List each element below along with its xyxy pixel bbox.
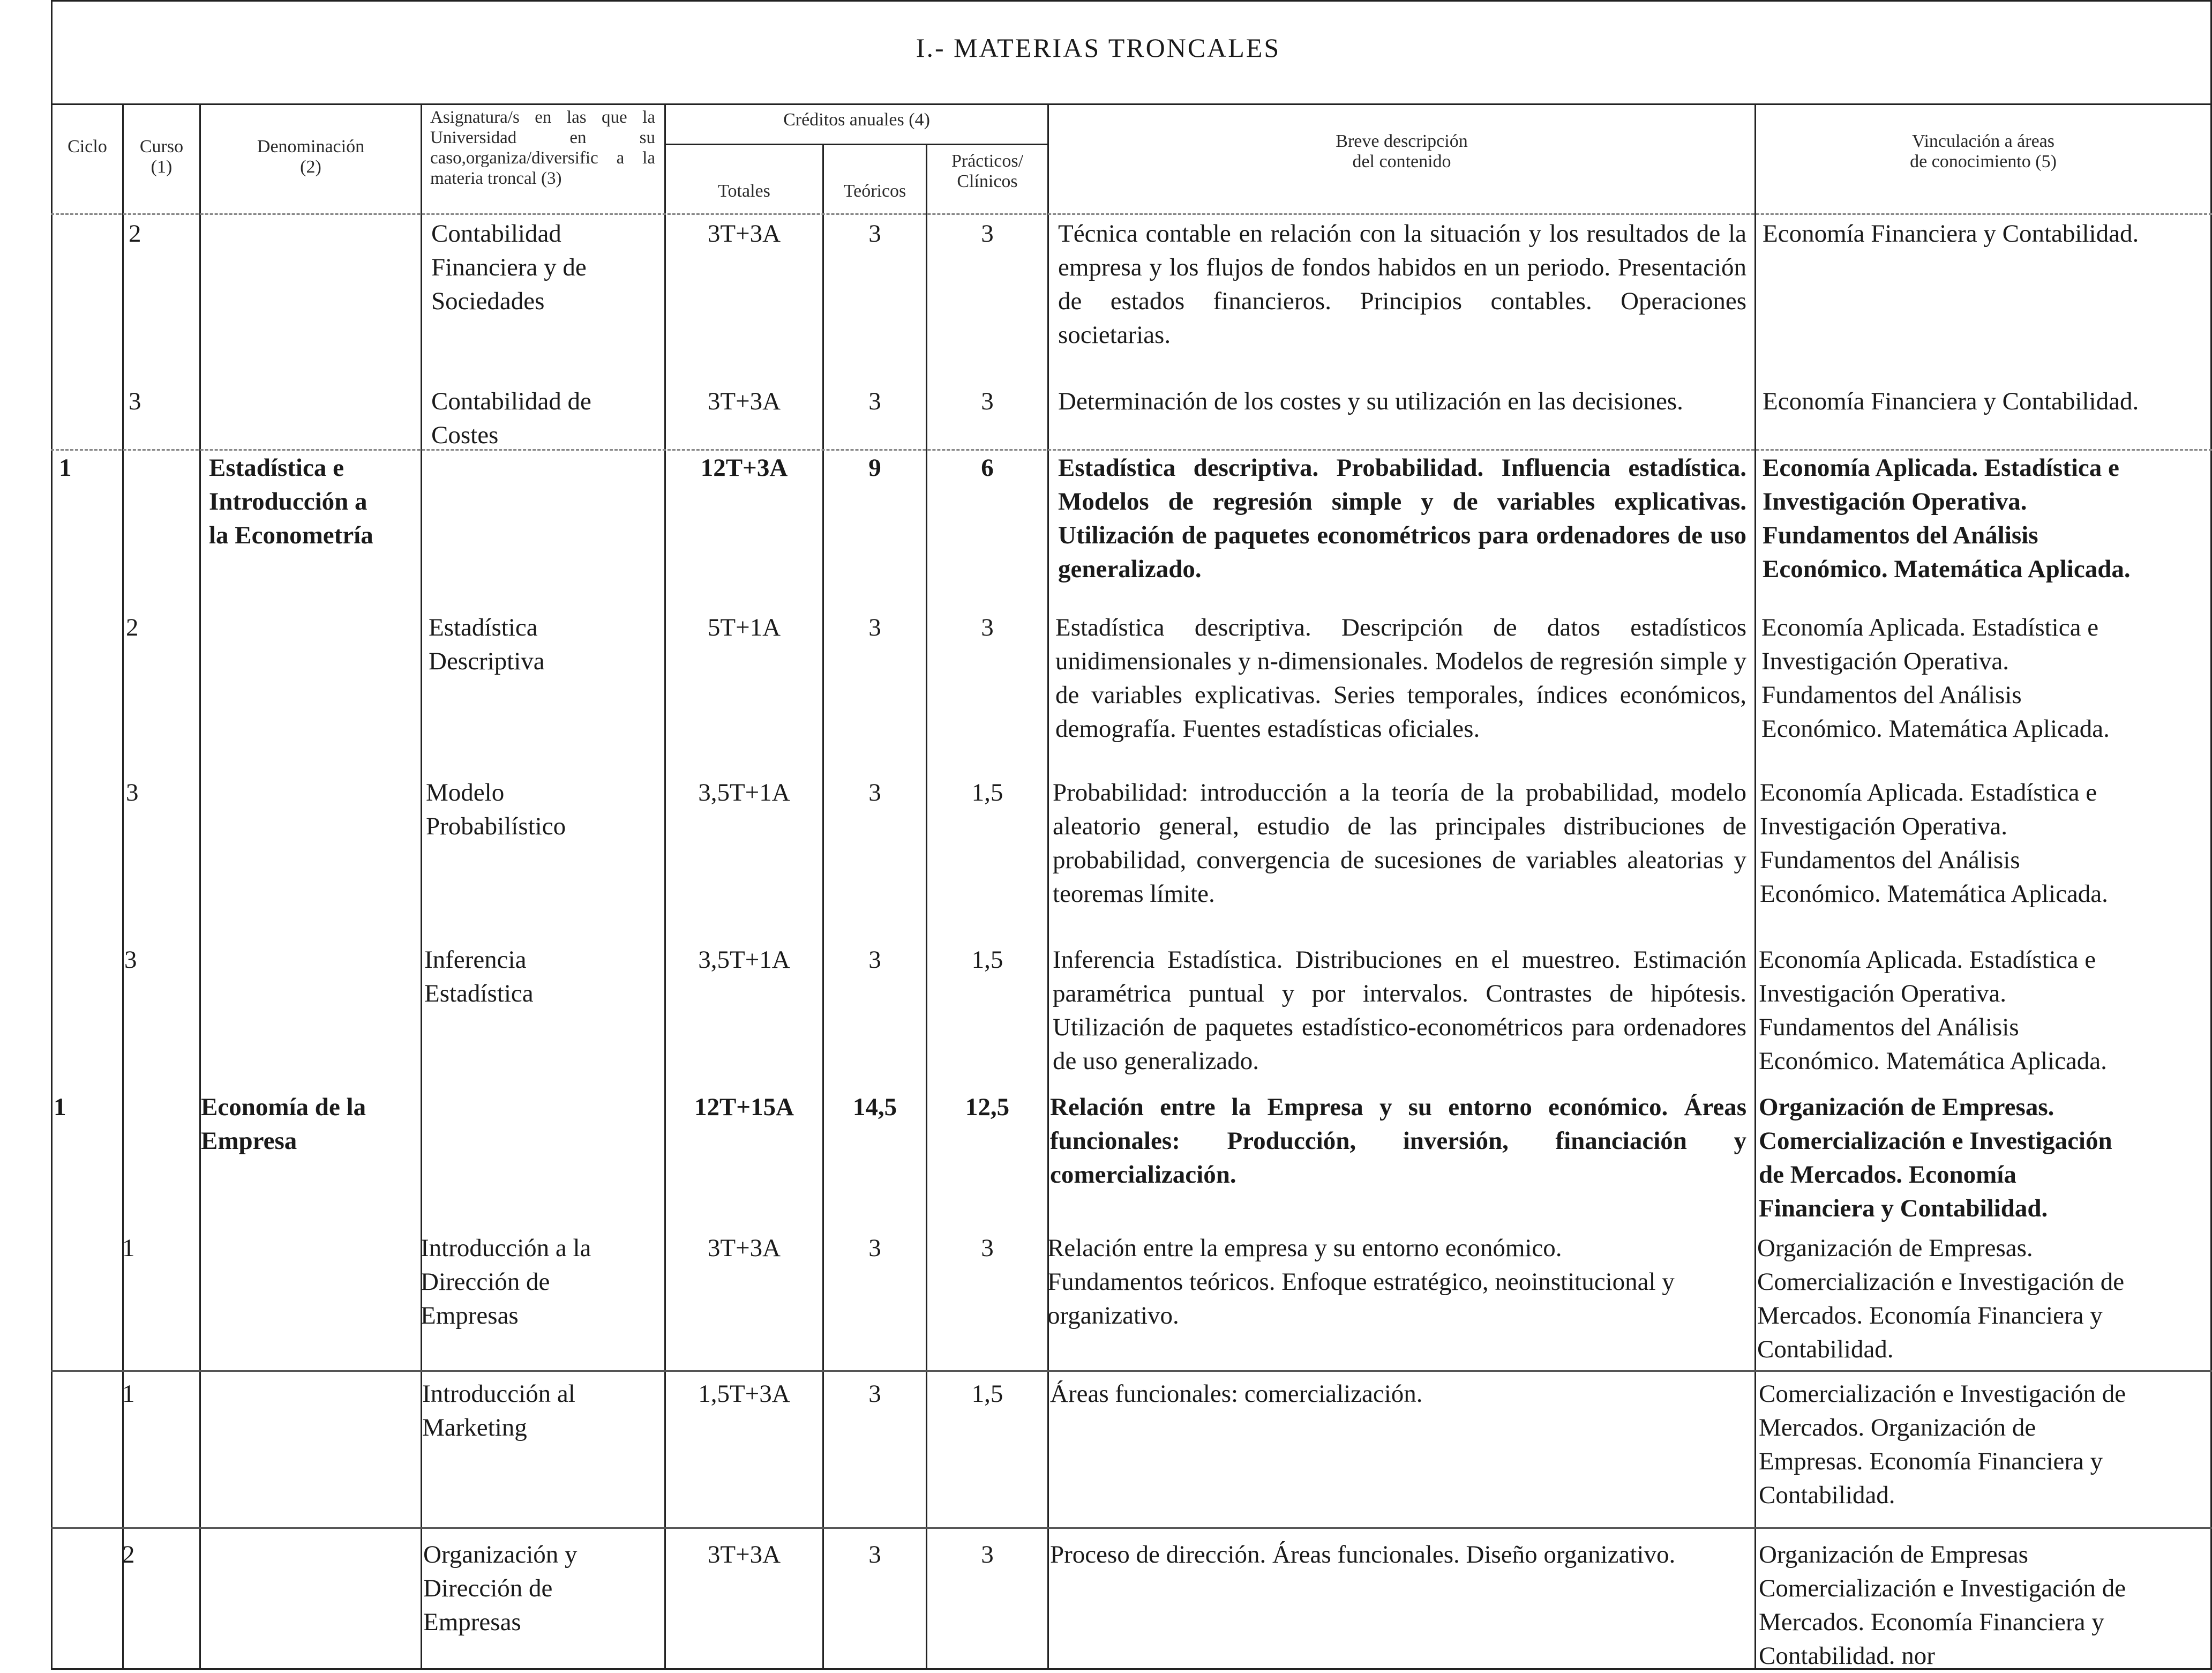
row-asignatura: Modelo Probabilístico <box>426 779 566 840</box>
header-totales: Totales <box>718 181 770 201</box>
row-vinculacion: Comercialización e Investigación de Mercados. Organización de Empresas. Economía Financiera y Contabilidad. <box>1759 1380 2126 1509</box>
title-separator <box>51 103 2212 105</box>
row-separator <box>51 1527 2212 1529</box>
row-descripcion: Áreas funcionales: comercialización. <box>1050 1380 1423 1408</box>
row-asignatura: Contabilidad de Costes <box>431 387 591 449</box>
row-vinculacion: Organización de Empresas Comercialización e Investigación de Mercados. Economía Financiera y Contabilidad. nor <box>1759 1541 2126 1670</box>
row-asignatura: Inferencia Estadística <box>424 946 534 1007</box>
left-border <box>51 0 53 1670</box>
row-practicos: 1,5 <box>971 1380 1003 1408</box>
row-teoricos: 3 <box>868 220 881 248</box>
top-border <box>51 0 2212 2</box>
row-curso: 1 <box>122 1234 135 1262</box>
row-vinculacion: Economía Aplicada. Estadística e Investigación Operativa. Fundamentos del Análisis Económico. Matemática Aplicada. <box>1763 454 2131 583</box>
header-asignatura: Asignatura/s en las que la Universidad en su caso,organiza/diversific a la materia troncal (3) <box>430 108 655 188</box>
row-teoricos: 3 <box>868 614 881 641</box>
header-denominacion: Denominación (2) <box>257 137 365 177</box>
row-vinculacion: Organización de Empresas. Comercialización e Investigación de Mercados. Economía Financiera y Contabilidad. <box>1757 1234 2125 1363</box>
credits-header-rule <box>664 144 1047 145</box>
row-totales: 5T+1A <box>707 614 781 641</box>
row-curso: 2 <box>126 614 139 641</box>
row-descripcion: Técnica contable en relación con la situación y los resultados de la empresa y los flujos de fondos habidos en un periodo. Presentación de estados financieros. Principios contables. Operaciones societarias. <box>1058 220 1746 349</box>
row-descripcion: Determinación de los costes y su utilización en las decisiones. <box>1058 387 1683 415</box>
header-creditos: Créditos anuales (4) <box>783 110 930 130</box>
row-curso: 3 <box>126 779 139 806</box>
row-teoricos: 9 <box>868 454 881 482</box>
page-title: I.- MATERIAS TRONCALES <box>916 33 1281 63</box>
column-rule <box>199 104 201 1670</box>
column-rule <box>1047 104 1049 1670</box>
row-practicos: 1,5 <box>971 946 1003 974</box>
row-asignatura: Contabilidad Financiera y de Sociedades <box>431 220 587 315</box>
header-practicos: Prácticos/ Clínicos <box>951 151 1024 191</box>
row-teoricos: 14,5 <box>852 1093 897 1121</box>
row-totales: 3,5T+1A <box>698 779 790 806</box>
header-bottom-rule <box>51 213 2212 215</box>
row-asignatura: Organización y Dirección de Empresas <box>423 1541 578 1636</box>
row-vinculacion: Economía Financiera y Contabilidad. <box>1763 387 2139 415</box>
row-teoricos: 3 <box>868 1234 881 1262</box>
row-practicos: 3 <box>981 1541 994 1569</box>
row-teoricos: 3 <box>868 1541 881 1569</box>
header-descripcion: Breve descripción del contenido <box>1336 131 1468 171</box>
row-totales: 3T+3A <box>707 1234 781 1262</box>
row-vinculacion: Economía Financiera y Contabilidad. <box>1763 220 2139 248</box>
header-teoricos: Teóricos <box>843 181 906 201</box>
column-rule <box>926 145 927 1670</box>
row-curso: 2 <box>122 1541 135 1569</box>
row-practicos: 6 <box>981 454 994 482</box>
row-totales: 3T+3A <box>707 1541 781 1569</box>
column-rule <box>822 145 824 1670</box>
header-vinculacion: Vinculación a áreas de conocimiento (5) <box>1910 131 2057 171</box>
row-totales: 1,5T+3A <box>698 1380 790 1408</box>
row-practicos: 12,5 <box>965 1093 1010 1121</box>
row-teoricos: 3 <box>868 1380 881 1408</box>
row-asignatura: Introducción a la Dirección de Empresas <box>421 1234 591 1330</box>
column-rule <box>664 104 666 1670</box>
row-teoricos: 3 <box>868 387 881 415</box>
column-rule <box>1754 104 1756 1670</box>
column-rule <box>122 104 124 1670</box>
row-vinculacion: Economía Aplicada. Estadística e Investigación Operativa. Fundamentos del Análisis Económico. Matemática Aplicada. <box>1760 779 2108 908</box>
row-curso: 1 <box>122 1380 135 1408</box>
row-descripcion: Proceso de dirección. Áreas funcionales. Diseño organizativo. <box>1050 1541 1676 1569</box>
row-denominacion: Estadística e Introducción a la Econometría <box>209 454 373 549</box>
row-practicos: 3 <box>981 220 994 248</box>
row-asignatura: Estadística Descriptiva <box>429 614 545 675</box>
row-teoricos: 3 <box>868 779 881 806</box>
row-denominacion: Economía de la Empresa <box>201 1093 366 1155</box>
row-descripcion: Relación entre la empresa y su entorno económico. Fundamentos teóricos. Enfoque estratégico, neoinstitucional y organizativo. <box>1047 1234 1675 1330</box>
row-totales: 3T+3A <box>707 220 781 248</box>
row-totales: 3,5T+1A <box>698 946 790 974</box>
row-descripcion: Inferencia Estadística. Distribuciones en el muestreo. Estimación paramétrica puntual y por intervalos. Contrastes de hipótesis. Utilización de paquetes estadístico-econométricos para ordenadores de uso generalizado. <box>1053 946 1746 1075</box>
row-descripcion: Estadística descriptiva. Probabilidad. Influencia estadística. Modelos de regresión simple y de variables explicativas. Utilización de paquetes econométricos para ordenadores de uso generalizado. <box>1058 454 1746 583</box>
row-asignatura: Introducción al Marketing <box>422 1380 575 1442</box>
row-separator <box>51 1370 2212 1372</box>
row-totales: 12T+3A <box>700 454 788 482</box>
row-descripcion: Relación entre la Empresa y su entorno económico. Áreas funcionales: Producción, inversión, financiación y comercialización. <box>1050 1093 1746 1189</box>
row-separator <box>51 449 2212 451</box>
row-vinculacion: Organización de Empresas. Comercialización e Investigación de Mercados. Economía Financiera y Contabilidad. <box>1759 1093 2112 1222</box>
row-practicos: 1,5 <box>971 779 1003 806</box>
row-vinculacion: Economía Aplicada. Estadística e Investigación Operativa. Fundamentos del Análisis Económico. Matemática Aplicada. <box>1759 946 2107 1075</box>
row-totales: 3T+3A <box>707 387 781 415</box>
row-practicos: 3 <box>981 387 994 415</box>
row-practicos: 3 <box>981 1234 994 1262</box>
row-curso: 3 <box>129 387 141 415</box>
row-teoricos: 3 <box>868 946 881 974</box>
row-totales: 12T+15A <box>694 1093 794 1121</box>
header-ciclo: Ciclo <box>68 137 107 156</box>
row-ciclo: 1 <box>54 1093 66 1121</box>
row-descripcion: Estadística descriptiva. Descripción de datos estadísticos unidimensionales y n-dimensionales. Modelos de regresión simple y de variables explicativas. Series temporales, índices económicos, demografía. Fuentes estadísticas oficiales. <box>1055 614 1746 743</box>
row-curso: 3 <box>124 946 137 974</box>
row-vinculacion: Economía Aplicada. Estadística e Investigación Operativa. Fundamentos del Análisis Económico. Matemática Aplicada. <box>1761 614 2110 743</box>
row-ciclo: 1 <box>59 454 72 482</box>
header-curso: Curso (1) <box>139 137 184 177</box>
row-descripcion: Probabilidad: introducción a la teoría de la probabilidad, modelo aleatorio general, estudio de las principales distribuciones de probabilidad, convergencia de sucesiones de variables aleatorias y teoremas límite. <box>1053 779 1746 908</box>
row-practicos: 3 <box>981 614 994 641</box>
row-curso: 2 <box>129 220 141 248</box>
